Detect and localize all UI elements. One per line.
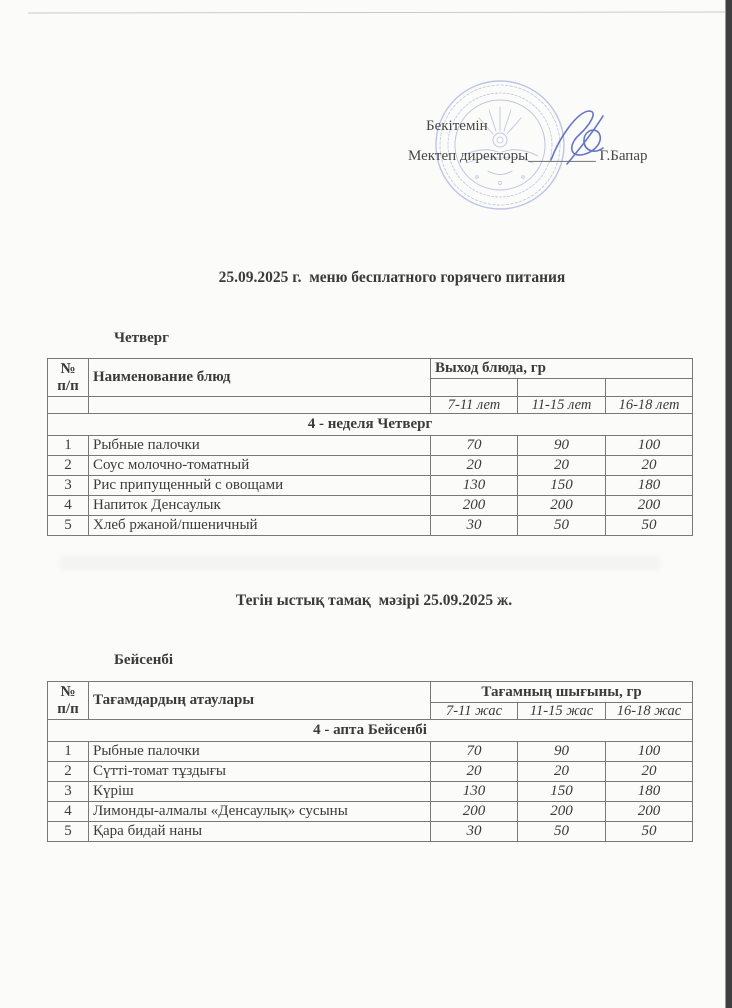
cell-dish-name: Рыбные палочки (89, 436, 431, 456)
cell-value: 130 (431, 476, 518, 496)
num-header-line2: п/п (57, 700, 79, 717)
cell-value: 50 (518, 822, 606, 842)
cell-value: 130 (431, 782, 518, 802)
col-header-output: Тағамның шығыны, гр (431, 682, 693, 703)
cell-value: 70 (431, 742, 518, 762)
cell-value: 200 (431, 802, 518, 822)
header-row (48, 682, 693, 703)
cell-num: 3 (48, 476, 89, 496)
age-header: 7-11 лет (431, 397, 518, 414)
cell-dish-name: Лимонды-алмалы «Денсаулық» сусыны (89, 802, 431, 822)
table-row (48, 822, 693, 842)
cell-dish-name: Соус молочно-томатный (89, 456, 431, 476)
age-header: 11-15 жас (518, 703, 606, 720)
cell-value: 100 (606, 436, 693, 456)
table-row (48, 742, 693, 762)
menu-title-ru: 25.09.2025 г. меню бесплатного горячего питания (218, 269, 566, 286)
cell-value: 50 (606, 516, 693, 536)
cell-value: 30 (431, 822, 518, 842)
cell-value: 150 (518, 782, 606, 802)
cell-num: 2 (48, 456, 89, 476)
menu-title-kz: Тегін ыстық тамақ мәзірі 25.09.2025 ж. (235, 592, 513, 609)
col-header-name: Наименование блюд (89, 359, 431, 397)
cell-value: 20 (431, 456, 518, 476)
age-header: 16-18 лет (606, 397, 693, 414)
cell-num: 4 (48, 802, 89, 822)
week-band-label: 4 - неделя Четверг (48, 414, 693, 436)
table-row (48, 476, 693, 496)
cell-value: 20 (606, 456, 693, 476)
scan-artifact-right-edge (725, 0, 732, 1008)
signer-name: Г.Бапар (599, 147, 648, 164)
cell-value: 150 (518, 476, 606, 496)
num-header-line2: п/п (57, 377, 79, 394)
table-row (48, 496, 693, 516)
cell-value: 50 (518, 516, 606, 536)
cell-value: 200 (606, 496, 693, 516)
menu-table-ru (47, 358, 693, 536)
week-band-row (48, 720, 693, 742)
age-header: 16-18 жас (606, 703, 693, 720)
menu-table-kz (47, 681, 693, 842)
handwritten-signature-icon (543, 104, 619, 172)
cell-value: 30 (431, 516, 518, 536)
table-row (48, 802, 693, 822)
cell-value: 20 (518, 762, 606, 782)
cell-num: 4 (48, 496, 89, 516)
col-header-num (48, 682, 89, 720)
cell-value: 20 (606, 762, 693, 782)
approve-label: Бекітемін (426, 118, 488, 134)
director-label: Мектеп директоры (408, 147, 529, 164)
cell-value: 50 (606, 822, 693, 842)
cell-value: 180 (606, 476, 693, 496)
cell-value: 90 (518, 436, 606, 456)
num-header-line1: № (60, 360, 76, 377)
cell-value: 180 (606, 782, 693, 802)
empty-cell (431, 379, 518, 397)
cell-num: 1 (48, 742, 89, 762)
cell-dish-name: Сүтті-томат тұздығы (89, 762, 431, 782)
cell-num: 2 (48, 762, 89, 782)
empty-cell (89, 397, 431, 414)
cell-dish-name: Күріш (89, 782, 431, 802)
cell-value: 20 (431, 762, 518, 782)
cell-value: 90 (518, 742, 606, 762)
scan-artifact-top-line (28, 12, 726, 14)
week-band-label: 4 - апта Бейсенбі (48, 720, 693, 742)
cell-dish-name: Напиток Денсаулык (89, 496, 431, 516)
cell-value: 70 (431, 436, 518, 456)
cell-num: 5 (48, 822, 89, 842)
header-row (48, 359, 693, 379)
cell-value: 100 (606, 742, 693, 762)
table-row (48, 456, 693, 476)
table-row (48, 782, 693, 802)
scan-artifact-smudge (60, 555, 660, 571)
cell-dish-name: Рыбные палочки (89, 742, 431, 762)
empty-cell (48, 397, 89, 414)
age-header-row (48, 397, 693, 414)
empty-cell (518, 379, 606, 397)
cell-dish-name: Хлеб ржаной/пшеничный (89, 516, 431, 536)
col-header-output: Выход блюда, гр (431, 359, 693, 379)
cell-value: 200 (431, 496, 518, 516)
cell-num: 3 (48, 782, 89, 802)
cell-value: 200 (518, 802, 606, 822)
age-header: 11-15 лет (518, 397, 606, 414)
cell-value: 20 (518, 456, 606, 476)
cell-value: 200 (518, 496, 606, 516)
day-label-kz: Бейсенбі (114, 652, 174, 668)
col-header-name: Тағамдардың атаулары (89, 682, 431, 720)
cell-dish-name: Қара бидай наны (89, 822, 431, 842)
table-row (48, 762, 693, 782)
table-row (48, 516, 693, 536)
cell-value: 200 (606, 802, 693, 822)
cell-dish-name: Рис припущенный с овощами (89, 476, 431, 496)
num-header-line1: № (60, 683, 76, 700)
table-row (48, 436, 693, 456)
age-header: 7-11 жас (431, 703, 518, 720)
day-label-ru: Четверг (114, 330, 169, 346)
cell-num: 5 (48, 516, 89, 536)
signature-underscore-line: _________ (528, 147, 596, 164)
empty-cell (606, 379, 693, 397)
cell-num: 1 (48, 436, 89, 456)
col-header-num (48, 359, 89, 397)
week-band-row (48, 414, 693, 436)
